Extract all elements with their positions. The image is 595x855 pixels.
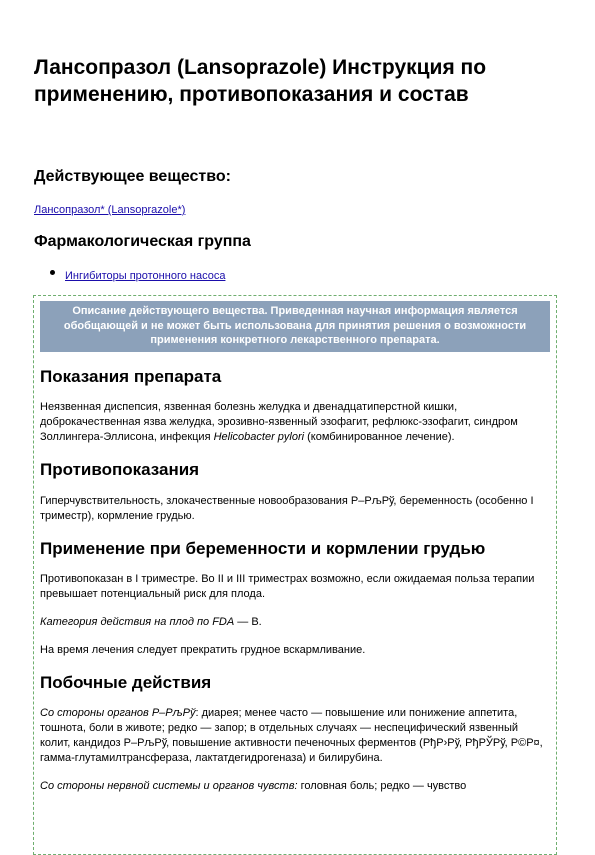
active-substance-link[interactable]: Лансопразол* (Lansoprazole*) xyxy=(34,204,186,216)
active-substance-heading: Действующее вещество: xyxy=(34,168,231,185)
list-item xyxy=(50,266,225,284)
indications-text xyxy=(40,400,550,445)
side-effects-heading: Побочные действия xyxy=(40,672,212,692)
bullet-icon xyxy=(50,270,55,275)
fda-category-value: — B. xyxy=(234,615,262,628)
pharm-group-heading: Фармакологическая группа xyxy=(34,233,251,250)
pharm-group-link[interactable]: Ингибиторы протонного насоса xyxy=(65,270,226,282)
side-effects-nervous-text xyxy=(40,779,550,794)
pharm-group-list xyxy=(50,266,225,284)
notice-banner: Описание действующего вещества. Приведенная научная информация является обобщающей и не может быть использована для принятия решения о возможности применения конкретного лекарственного препарата. xyxy=(40,301,550,352)
indications-text-start: Неязвенная диспепсия, язвенная болезнь желудка и двенадцатиперстной кишки, доброкачественная язва желудка, эрозивно-язвенный эзофагит, рефлюкс-эзофагит, синдром Золлингера-Эллисона, инфекция xyxy=(40,400,518,443)
contraindications-text: Гиперчувствительность, злокачественные новообразования Р–РљРў, беременность (особенно I триместр), кормление грудью. xyxy=(40,494,534,522)
indications-text-end: (комбинированное лечение). xyxy=(304,430,455,443)
side-effects-nervous-label: Со стороны нервной системы и органов чувств: xyxy=(40,779,298,792)
contraindications-heading: Противопоказания xyxy=(40,459,200,479)
side-effects-gi-label: Со стороны органов Р–РљРў xyxy=(40,706,196,719)
breastfeeding-text: На время лечения следует прекратить грудное вскармливание. xyxy=(40,643,366,656)
side-effects-nervous-body: головная боль; редко — чувство xyxy=(297,779,467,792)
side-effects-gi-body: : диарея; менее часто — повышение или понижение аппетита, тошнота, боли в животе; редко — запор; в отдельных случаях — неспецифический язвенный колит, кандидоз Р–РљРў, повышение активности печеночных ферментов (РђР›Рў, РђРЎРў, Р©Р¤, гамма-глутамилтрансфераза, лактатдегидрогеназа) и билирубина. xyxy=(40,706,543,764)
description-box xyxy=(33,295,557,855)
pregnancy-heading: Применение при беременности и кормлении грудью xyxy=(40,538,486,558)
indications-organism: Helicobacter pylori xyxy=(213,430,305,443)
fda-category-text xyxy=(40,615,550,630)
side-effects-gi-text xyxy=(40,706,550,766)
indications-heading: Показания препарата xyxy=(40,366,222,386)
pregnancy-text: Противопоказан в I триместре. Во II и III триместрах возможно, если ожидаемая польза терапии превышает потенциальный риск для плода. xyxy=(40,572,535,600)
fda-category-label: Категория действия на плод по FDA xyxy=(40,615,235,628)
page-title: Лансопразол (Lansoprazole) Инструкция по применению, противопоказания и состав xyxy=(34,56,487,106)
